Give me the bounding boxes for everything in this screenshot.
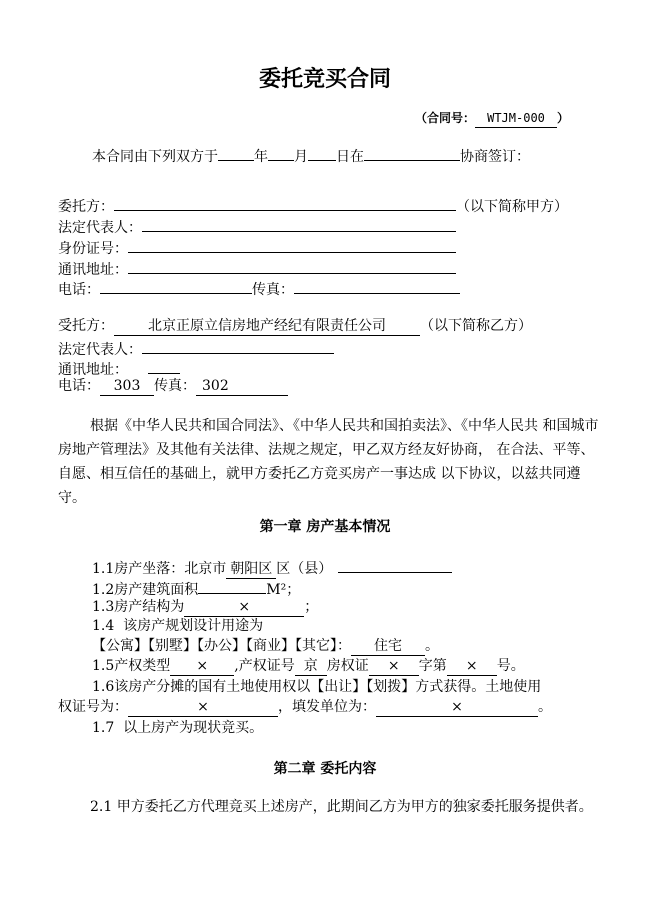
chapter-1-title: 第一章 房产基本情况 [259,519,391,535]
party-a-address-blank [128,257,456,274]
chapter-2-title: 第二章 委托内容 [273,761,377,777]
party-a-line [58,194,568,217]
cert-x1: × [369,658,419,676]
contract-number-value: WTJM-000 [475,110,557,128]
clause-1-6-cont [58,697,552,717]
party-a-id-blank [128,236,456,253]
clause-1-1-suffix: 区（县） [276,561,333,577]
month-blank [268,144,294,161]
day-blank [308,144,336,161]
clause-1-5-text: 1.5产权类型 [92,658,171,674]
clause-1-7-text: 1.7 以上房产为现状竞买。 [92,720,264,736]
party-a-legal-rep-blank [142,215,456,232]
issuer-value: × [376,699,538,717]
year-label: 年 [254,149,268,165]
party-a-label: 委托方： [58,199,114,215]
party-a-id-line [58,236,456,259]
cert-hao: 号。 [496,658,525,674]
clause-1-3-end: ； [304,599,319,615]
party-b-note: （以下简称乙方） [420,318,532,334]
land-cert-value: × [128,699,278,717]
clause-1-6-end: 。 [538,699,552,715]
party-a-fax-blank [294,277,460,294]
structure-value: × [184,599,304,617]
day-label: 日在 [336,149,364,165]
clause-1-4 [92,616,263,636]
year-blank [218,144,254,161]
clause-1-3-text: 1.3房产结构为 [92,599,185,615]
party-a-fax-label: 传真： [252,282,294,298]
cert-x2: × [447,658,497,676]
month-label: 月 [294,149,308,165]
address-blank [338,556,452,573]
party-b-address-blank [148,357,180,374]
document-title: 委托竞买合同 [258,67,391,92]
usage-value: 住宅 [351,638,425,656]
party-b-fax-label: 传真： [154,378,196,394]
clause-1-6 [92,677,541,697]
party-b-line [58,316,532,336]
contract-number-line [415,108,569,128]
clause-1-1 [92,556,452,579]
place-blank [364,144,460,161]
usage-options: 【公寓】【别墅】【办公】【商业】【其它】： [92,638,351,654]
land-cert-label: 权证号为： [58,699,128,715]
party-a-blank [114,194,456,211]
party-a-legal-rep-line [58,215,456,238]
contract-number-close: ） [557,111,570,125]
clause-1-4-text: 1.4 该房产规划设计用途为 [92,618,264,634]
cert-no-label: ,产权证号 [234,658,295,674]
clause-1-1-text: 1.1房产坐落：北京市 [92,561,227,577]
district-value: 朝阳区 [226,561,276,579]
intro-text: 本合同由下列双方于 [92,149,218,165]
clause-2-1: 2.1 甲方委托乙方代理竞买上述房产，此期间乙方为甲方的独家委托服务提供者。 [90,799,593,815]
clause-1-3 [92,597,318,617]
party-b-fax-value: 302 [196,378,288,396]
clause-1-2-text: 1.2房产建筑面积 [92,582,199,598]
clause-1-5 [92,656,525,676]
area-blank [198,577,266,594]
party-b-legal-rep-blank [142,337,334,354]
party-b-phone-line [58,376,288,396]
party-a-note: （以下简称甲方） [456,199,568,215]
clause-1-4-options [92,636,439,656]
clause-1-4-end: 。 [425,638,439,654]
party-b-name: 北京正原立信房地产经纪有限责任公司 [114,318,420,336]
party-a-phone-label: 电话： [58,282,100,298]
party-a-phone-blank [100,277,252,294]
party-a-address-label: 通讯地址： [58,262,128,278]
cert-jing: 京 [295,658,327,676]
preamble-paragraph: 根据《中华人民共和国合同法》、《中华人民共和国拍卖法》、《中华人民共 和国城市房地产管理法》及其他有关法律、法规之规定，甲乙双方经友好协商， 在合法、平等、自愿、相互信任的基础上，就甲方委托乙方竞买房产一事达成 以下协议，以兹共同遵守。 [58,418,599,506]
intro-line [92,144,530,167]
party-b-legal-rep-label: 法定代表人： [58,342,142,358]
party-b-label: 受托方： [58,318,114,334]
party-b-phone-label: 电话： [58,378,100,394]
cert-label: 房权证 [326,658,369,674]
party-b-phone-value: 303 [100,378,154,396]
party-a-phone-line [58,277,460,300]
issuer-label: ，填发单位为： [278,699,376,715]
cert-zidi: 字第 [418,658,447,674]
sign-label: 协商签订： [460,149,530,165]
area-unit: M²； [266,582,301,598]
clause-1-6-text: 1.6该房产分摊的国有土地使用权以【出让】【划拨】方式获得。土地使用 [92,679,542,695]
party-b-address-label: 通讯地址： [58,362,128,378]
clause-1-7 [92,718,263,738]
title-type-value: × [170,658,234,676]
contract-number-label: （合同号： [415,111,476,125]
party-a-id-label: 身份证号： [58,241,128,257]
party-a-legal-rep-label: 法定代表人： [58,220,142,236]
